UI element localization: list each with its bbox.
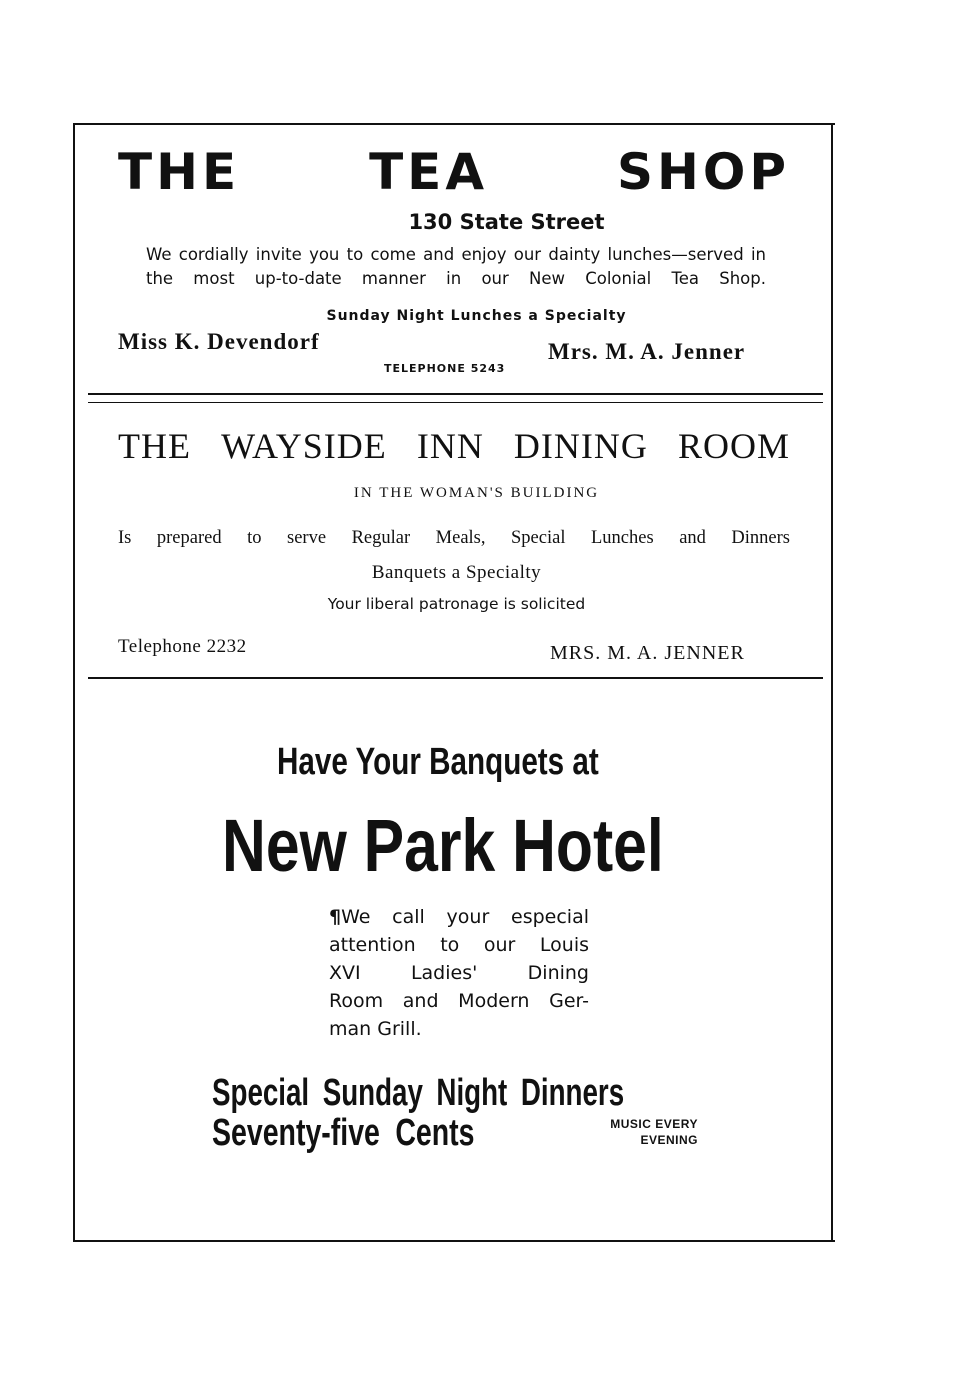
wayside-title-word-5: ROOM xyxy=(677,426,790,466)
hotel-price xyxy=(212,1112,562,1154)
wayside-inn-location: IN THE WOMAN'S BUILDING xyxy=(353,485,600,501)
wayside-title-word-4: DINING xyxy=(513,426,648,466)
hotel-music-line-2: EVENING xyxy=(640,1133,698,1147)
tea-shop-specialty: Sunday Night Lunches a Specialty xyxy=(326,308,627,324)
hotel-description-line-1 xyxy=(329,903,589,931)
tea-shop-title xyxy=(118,142,790,202)
rule-over-wayside xyxy=(88,402,823,403)
wayside-inn-patronage: Your liberal patronage is solicited xyxy=(327,595,586,613)
hotel-special-dinners xyxy=(212,1072,777,1114)
bottom-rule xyxy=(73,1240,835,1242)
tea-shop-invitation: We cordially invite you to come and enjoy our dainty lunches—served in the most up-to-date manner in our New Colonial Tea Shop. xyxy=(146,245,766,288)
hotel-description xyxy=(329,903,589,1043)
hotel-description-text-1: We call your especial xyxy=(341,906,589,928)
rule-under-wayside xyxy=(88,677,823,679)
wayside-title-word-2: WAYSIDE xyxy=(221,426,387,466)
paragraph-mark-icon: ¶ xyxy=(329,906,342,928)
wayside-title-word-1: THE xyxy=(118,426,191,466)
tea-shop-title-word-1: THE xyxy=(118,143,241,201)
hotel-description-line-4: Room and Modern Ger- xyxy=(329,990,589,1012)
wayside-inn-title xyxy=(118,424,790,468)
hotel-special-dinners-text: Special Sunday Night Dinners xyxy=(212,1072,625,1114)
wayside-title-word-3: INN xyxy=(416,426,484,466)
wayside-inn-services: Is prepared to serve Regular Meals, Special Lunches and Dinners xyxy=(118,528,790,548)
hotel-price-text: Seventy-five Cents xyxy=(212,1112,475,1154)
hotel-music-note xyxy=(580,1116,698,1148)
tea-shop-address: 130 State Street xyxy=(408,210,605,234)
wayside-inn-telephone: Telephone 2232 xyxy=(118,636,247,657)
tea-shop-proprietor-left: Miss K. Devendorf xyxy=(118,329,320,354)
top-rule xyxy=(73,123,835,125)
hotel-headline xyxy=(277,740,690,784)
tea-shop-title-word-2: TEA xyxy=(369,143,489,201)
hotel-music-line-1: MUSIC EVERY xyxy=(610,1117,698,1131)
hotel-description-line-5: man Grill. xyxy=(329,1018,422,1040)
tea-shop-proprietor-right: Mrs. M. A. Jenner xyxy=(548,339,746,364)
hotel-description-line-3: XVI Ladies' Dining xyxy=(329,962,589,984)
wayside-inn-proprietor: MRS. M. A. JENNER xyxy=(550,642,745,664)
rule-under-tea-shop xyxy=(88,393,823,395)
wayside-inn-banquets: Banquets a Specialty xyxy=(371,562,542,583)
tea-shop-title-word-3: SHOP xyxy=(616,143,790,201)
hotel-name-text: New Park Hotel xyxy=(222,804,664,887)
hotel-name xyxy=(222,805,761,887)
hotel-headline-text: Have Your Banquets at xyxy=(277,741,599,783)
tea-shop-telephone: TELEPHONE 5243 xyxy=(384,362,506,375)
hotel-description-line-2: attention to our Louis xyxy=(329,934,589,956)
